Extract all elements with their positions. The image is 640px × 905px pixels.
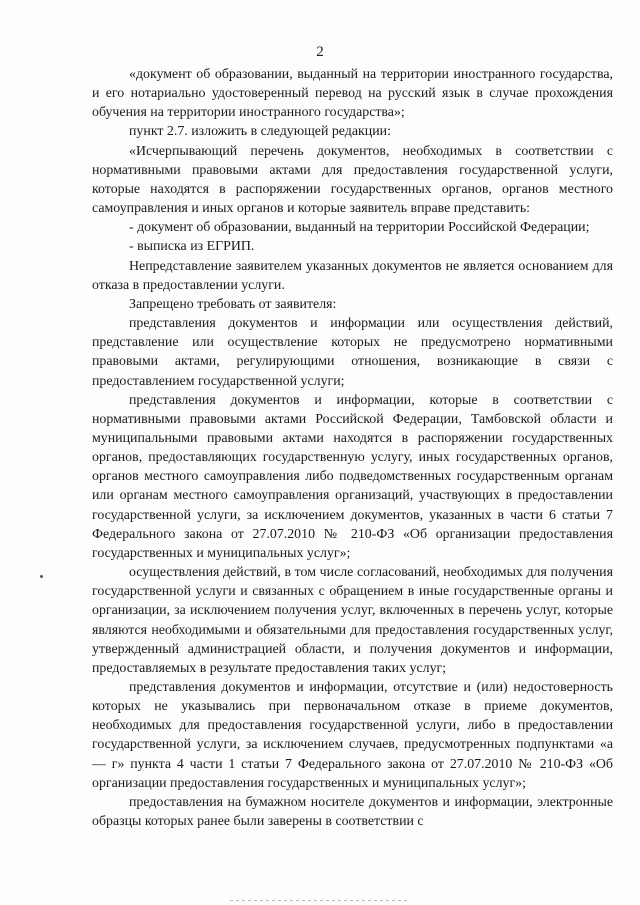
paragraph-exhaustive-list: «Исчерпывающий перечень документов, необходимых в соответствии с нормативными правовыми актами для предоставления государственной услуги, которые находятся в распоряжении государственных органов, органов местного самоуправления и иных органов и которые заявитель вправе представить:: [92, 143, 613, 217]
paragraph-amend-clause: пункт 2.7. изложить в следующей редакции:: [129, 124, 391, 140]
paragraph-prohibited-heading: Запрещено требовать от заявителя:: [129, 296, 337, 312]
paragraph-foreign-document: «документ об образовании, выданный на территории иностранного государства, и его нотариально удостоверенный перевод на русский язык в случае прохождения обучения на территории иностранного государства»;: [92, 67, 613, 121]
paragraph-prohibition-5: предоставления на бумажном носителе документов и информации, электронные образцы которых ранее были заверены в соответствии с: [92, 794, 613, 830]
paragraph-list-item-egrip: - выписка из ЕГРИП.: [129, 239, 255, 255]
document-body: [92, 65, 613, 831]
scan-speck: [40, 575, 43, 578]
paragraph-list-item-education-document: - документ об образовании, выданный на территории Российской Федерации;: [129, 220, 590, 236]
paragraph-prohibition-2: представления документов и информации, которые в соответствии с нормативными правовыми актами Российской Федерации, Тамбовской области и муниципальными правовыми актами находятся в распоряжении государственных органов, предоставляющих государственную услугу, иных государственных органов, органов местного самоуправления либо подведомственных государственным органам или органам местного самоуправления организаций, участвующих в предоставлении государственной услуги, за исключением документов, указанных в части 6 статьи 7 Федерального закона от 27.07.2010 № 210-ФЗ «Об организации предоставления государственных и муниципальных услуг»;: [92, 392, 613, 561]
paragraph-non-submission: Непредставление заявителем указанных документов не является основанием для отказа в предоставлении услуги.: [92, 258, 613, 293]
paragraph-prohibition-4: представления документов и информации, отсутствие и (или) недостоверность которых не указывались при первоначальном отказе в приеме документов, необходимых для предоставления государственной услуги, либо в предоставлении государственной услуги, за исключением случаев, предусмотренных подпунктами «а — г» пункта 4 части 1 статьи 7 Федерального закона от 27.07.2010 № 210-ФЗ «Об организации предоставления государственных и муниципальных услуг»;: [92, 680, 613, 791]
paragraph-prohibition-1: представления документов и информации или осуществления действий, представление или осуществление которых не предусмотрено нормативными правовыми актами, регулирующими отношения, возникающие в связи с предоставлением государственной услуги;: [92, 316, 613, 389]
scan-edge-mark: [230, 900, 410, 901]
page-number: 2: [316, 44, 324, 60]
paragraph-prohibition-3: осуществления действий, в том числе согласований, необходимых для получения государственной услуги и связанных с обращением в иные государственные органы и организации, за исключением получения услуг, включенных в перечень услуг, которые являются необходимыми и обязательными для предоставления государственных услуг, утвержденный администрацией области, и получения документов и информации, предоставляемых в результате предоставления таких услуг;: [92, 565, 613, 676]
